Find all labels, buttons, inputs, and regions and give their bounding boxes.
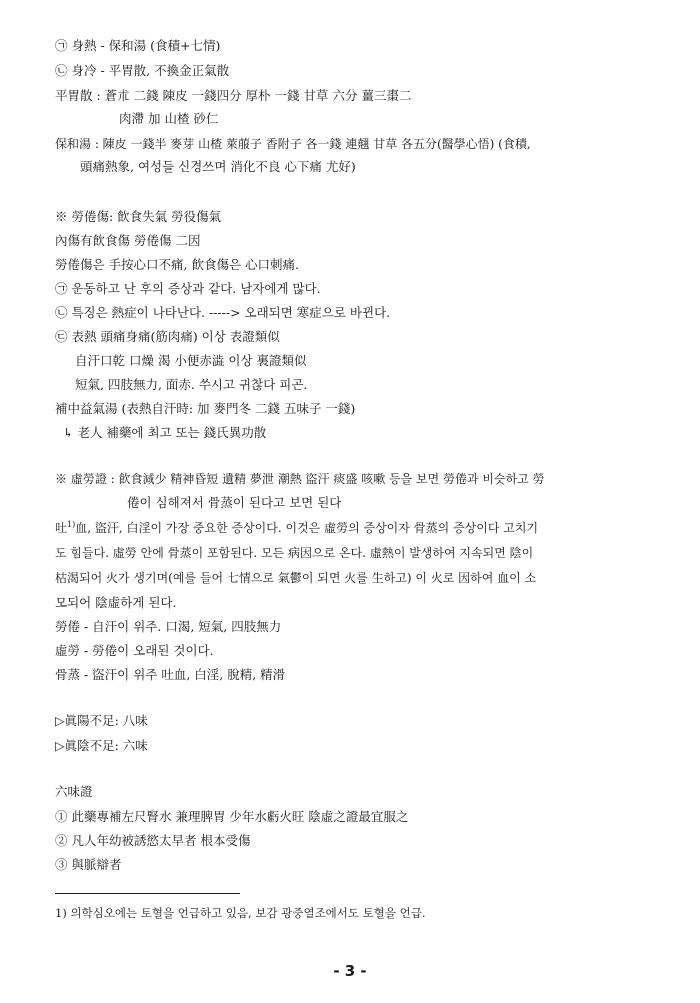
- text-line: 吐$^{1)}$血, 盜汗, 白淫이 가장 중요한 증상이다. 이것은 虛勞의 증상이자 骨蒸의 증상이다 고치기: [55, 520, 539, 535]
- text-line: ① 此藥專補左尺腎水 兼理脾胃 少年水虧火旺 陰虛之證最宜服之: [55, 809, 409, 824]
- text-line: 六味證: [55, 784, 93, 799]
- text-line: ㉢ 表熱 頭痛身痛(筋肉痛) 이상 表證類似: [55, 329, 280, 344]
- text-line: 自汗口乾 口燥 渴 小便赤澁 이상 裏證類似: [75, 353, 307, 368]
- text-line: ※ 虛勞證 : 飮食減少 精神昏短 遺精 夢泄 潮熱 盜汗 痰盛 咳嗽 등을 보면 勞倦과 비슷하고 勞: [55, 472, 545, 486]
- text-line: ↳ 老人 補藥에 최고 또는 錢氏異功散: [63, 425, 267, 440]
- text-line: 骨蒸 - 盜汗이 위주 吐血, 白淫, 脫精, 精滑: [55, 667, 286, 682]
- text-line: ㉠ 身熱 - 保和湯 (食積+七情): [55, 38, 221, 53]
- text-line: 도 힘들다. 虛勞 안에 骨蒸이 포함된다. 모든 病因으로 온다. 虛熱이 발생하여 지속되면 陰이: [55, 546, 534, 560]
- footnote-divider: [55, 893, 240, 894]
- text-line: ② 凡人年幼被誘慾太早者 根本受傷: [55, 833, 251, 848]
- text-line: 短氣, 四肢無力, 面赤. 쑤시고 귀찮다 피곤.: [75, 377, 308, 392]
- text-line: 補中益氣湯 (表熱自汗時: 加 麥門冬 二錢 五味子 一錢): [55, 401, 356, 416]
- text-line: ▷眞陽不足: 八味: [55, 713, 148, 728]
- text-line: ㉠ 운동하고 난 후의 증상과 같다. 남자에게 많다.: [55, 281, 321, 296]
- text-line: ※ 勞倦傷: 飮食失氣 勞役傷氣: [55, 209, 222, 224]
- text-line: 頭痛熱象, 여성들 신경쓰며 消化不良 心下痛 尤好): [80, 159, 356, 174]
- text-line: 肉滯 加 山楂 砂仁: [119, 111, 219, 126]
- text-line: 內傷有飮食傷 勞倦傷 二因: [55, 233, 201, 248]
- footnote-ref: 1): [67, 520, 76, 529]
- text-line: ▷眞陰不足: 六味: [55, 738, 148, 753]
- text-line: ㉡ 身冷 - 平胃散, 不換金正氣散: [55, 63, 230, 78]
- text-line: ㉡ 특징은 熱症이 나타난다. -----> 오래되면 寒症으로 바뀐다.: [55, 305, 391, 320]
- text-line: 모되어 陰虛하게 된다.: [55, 595, 177, 610]
- text-line: 枯渴되어 火가 생기며(예를 들어 七情으로 氣鬱이 되면 火를 生하고) 이 火로 因하여 血이 소: [55, 571, 537, 585]
- text-line: 倦이 심해져서 骨蒸이 된다고 보면 된다: [127, 495, 342, 510]
- footnote-text: 1) 의학심오에는 토혈을 언급하고 있음, 보감 광중열조에서도 토혈을 언급.: [55, 906, 426, 920]
- page-number: - 3 -: [333, 962, 367, 980]
- text-line: 平胃散 : 蒼朮 二錢 陳皮 一錢四分 厚朴 一錢 甘草 六分 薑三棗二: [55, 88, 412, 103]
- text-line: 勞倦 - 自汗이 위주. 口渴, 短氣, 四肢無力: [55, 619, 282, 634]
- text-line: ③ 與脈辯者: [55, 857, 122, 872]
- text-line: 勞倦傷은 手按心口不痛, 飮食傷은 心口刺痛.: [55, 257, 300, 272]
- text-line: 保和湯 : 陳皮 一錢半 麥芽 山楂 萊菔子 香附子 各一錢 連翹 甘草 各五分(醫學心悟) (食積,: [55, 137, 531, 151]
- text-line: 虛勞 - 勞倦이 오래된 것이다.: [55, 643, 214, 658]
